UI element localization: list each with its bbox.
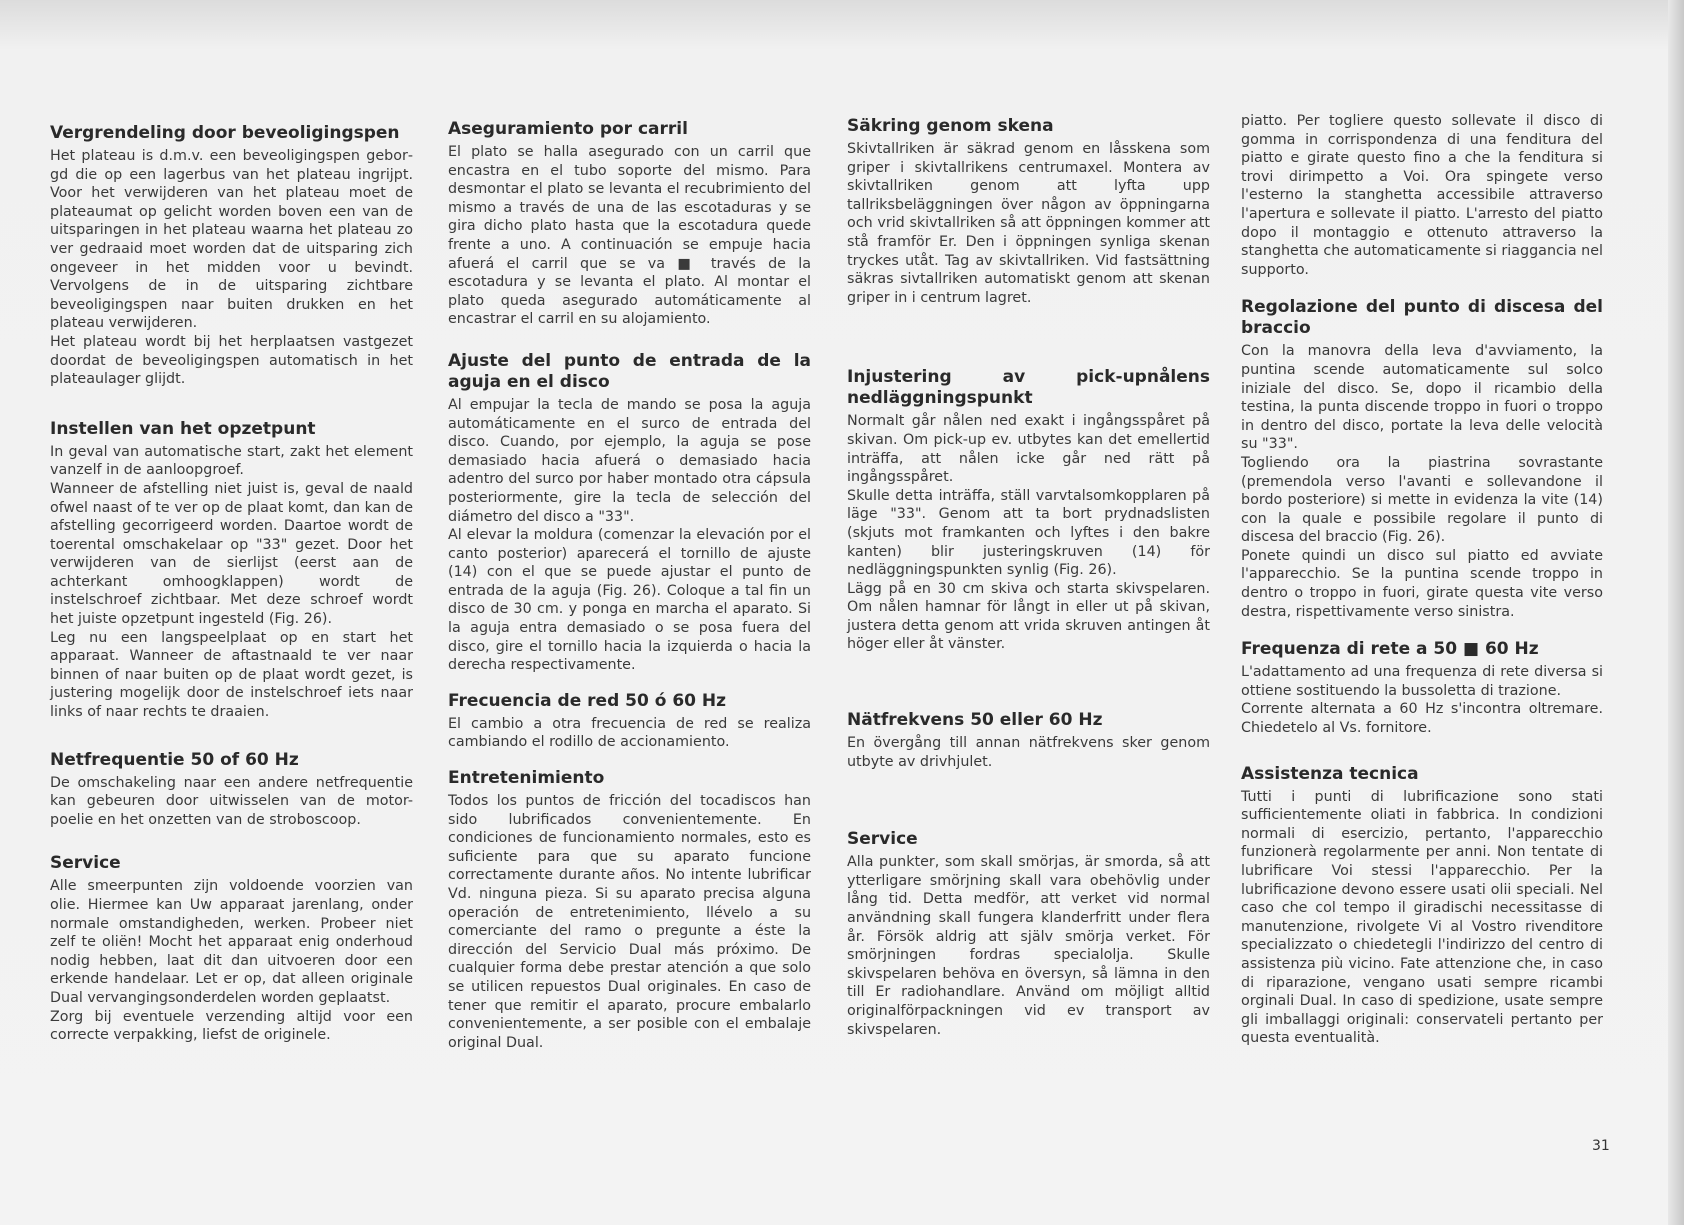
section [847,710,1210,771]
section [847,367,1210,654]
section [50,419,413,722]
section-heading: Instellen van het opzetpunt [50,418,316,439]
paragraph: El plato se halla asegurado con un carril que encastra en el tubo soporte del mismo. Para desmontar el plato se levanta el recubrimiento del mismo a través de una de las escotaduras y se gira dicho plato hasta que la escotadura quede frente a uno. A continuación se empuje hacia afuerá el carril que se va ■ través de la escotadura y se levanta el plato. Al montar el plato queda asegurado automáticamente al encastrar el carril en su alojamiento. [448,144,811,328]
section [448,351,811,675]
section-heading: Regolazione del punto di discesa del braccio [1241,297,1603,339]
paragraph: Alla punkter, som skall smörjas, är smorda, så att ytterligare smörjning skall vara obehövlig under lång tid. Detta medför, att verket vid normal användning skall fungera klanderfritt under flera år. Försök aldrig att själv smörja verket. För smörjningen fordras specialolja. Skulle skivspelaren behöva en översyn, så lämna in den till Er radiohandlare. Använd om möjligt alltid originalförpackningen vid ev transport av skivspelaren. [847,854,1210,1038]
paragraph: Alle smeerpunten zijn voldoende voorzien van olie. Hiermee kan Uw apparaat jarenlang, onder normale omstandigheden, werken. Probeer niet zelf te oliën! Mocht het apparaat enig onderhoud nodig hebben, laat dit dan uitvoeren door een erkende handelaar. Let er op, dat alleen originale Dual vervangingsonderdelen worden geplaatst. [50,878,413,1006]
section [448,768,811,1052]
section-heading: Service [50,853,121,874]
column-spanish [448,119,811,1052]
paragraph: Al empujar la tecla de mando se posa la aguja automáticamente en el surco de entrada del disco. Cuando, por ejemplo, la aguja se pose demasiado hacia afuerá o demasiado hacia adentro del surco por haber montado otra cápsula posteriormente, gire la tecla de selección del diámetro del disco a "33". [448,396,811,525]
section-heading: Ajuste del punto de entrada de la aguja en el disco [448,350,811,392]
paragraph: Skivtallriken är säkrad genom en låsskena som griper i skivtallrikens centrumaxel. Montera av skivtallriken genom att lyfta upp tallriksbeläggningen över någon av öppningarna och vrid skivtallriken så att öppningen kommer att stå framför Er. Den i öppningen synliga skenan tryckes utåt. Tag av skivtallriken. Vid fastsättning säkras sivtallriken automatiskt genom att skenan griper in i centrum lagret. [847,141,1210,306]
section [50,853,413,1044]
paragraph: Lägg på en 30 cm skiva och starta skivspelaren. Om nålen hamnar för långt in eller ut på skivan, justera detta genom att vrida skruven antingen åt höger eller åt vänster. [847,580,1210,653]
section [1241,297,1603,621]
section-heading: Aseguramiento por carril [448,119,688,139]
section-heading: Assistenza tecnica [1241,763,1419,784]
paragraph: Tutti i punti di lubrificazione sono stati sufficientemente oliati in fabbrica. In condizioni normali di esercizio, pertanto, l'apparecchio funzionerà regolarmente per anni. Non tentate di lubrificare Voi stessi l'apparecchio. Per la lubrificazione devono essere usati olii speciali. Nel caso che col tempo il giradischi necessitasse di manutenzione, rivolgete Vi al Vostro rivenditore specializzato o chiedetegli l'indirizzo del centro di assistenza più vicino. Fate attenzione che, in caso di riparazione, vengano usati sempre ricambi orginali Dual. In caso di spedizione, usate sempre gli imballaggi originali: conservateli pertanto per questa eventualità. [1241,788,1603,1047]
column-dutch [50,123,413,1045]
section-heading: Säkring genom skena [847,116,1054,136]
paragraph: Corrente alternata a 60 Hz s'incontra oltremare. Chiedetelo al Vs. fornitore. [1241,701,1603,737]
paragraph: Con la manovra della leva d'avviamento, la puntina scende automaticamente sul solco iniziale del disco. Se, dopo il ricambio della testina, la punta discende troppo in fuori o troppo in dentro del disco, portate la leva delle velocità su "33". [1241,343,1603,453]
section [1241,112,1603,279]
section-heading: Entretenimiento [448,768,605,789]
section [847,829,1210,1039]
paragraph: Leg nu een langspeelplaat op en start het apparaat. Wanneer de aftastnaald te ver naar binnen of naar buiten op de plaat wordt gezet, is justering mogelijk door de instelschroef iets naar links of naar rechts te draaien. [50,629,413,721]
section [1241,764,1603,1048]
paragraph: Het plateau wordt bij het herplaatsen vastgezet doordat de beveoligingspen automatisch in het plateaulager glijdt. [50,333,413,388]
section-heading: Injustering av pick-upnålens nedläggningspunkt [847,367,1210,409]
paragraph: Al elevar la moldura (comenzar la elevación por el canto posterior) aparecerá el tornillo de ajuste (14) con el que se puede ajustar el punto de entrada de la aguja (Fig. 26). Coloque a tal fin un disco de 30 cm. y ponga en marcha el aparato. Si la aguja entra demasiado o se posa fuera del disco, gire el tornillo hacia la izquierda o hacia la derecha respectivamente. [448,527,811,674]
paragraph: De omschakeling naar een andere netfrequentie kan gebeuren door uitwisselen van de motor-poelie en het onzetten van de stroboscoop. [50,774,413,828]
paragraph: Het plateau is d.m.v. een beveoligingspen geborgd die op een lagerbus van het plateau ingrijpt. Voor het verwijderen van het plateau moet de plateaumat op gelicht worden boven een van de uitsparingen in het plateau waarna het plateau zo ver gedraaid moet worden dat de uitsparing zich ongeveer in het midden voor u bevindt. Vervolgens de in de uitsparing zichtbare beveoligingspen naar buiten drukken en het plateau verwijderen. [50,148,413,332]
section [50,123,413,389]
section [448,691,811,752]
paragraph: Wanneer de afstelling niet juist is, geval de naald ofwel naast of te ver op de plaat komt, dan kan de afstelling gecorrigeerd worden. Daartoe wordt de toerental omschakelaar op "33" gezet. Door het verwijderen van de sierlijst (eerst aan de achterkant omhoogklappen) wordt de instelschroef zichtbaar. Met deze schroef wordt het juiste opzetpunt ingesteld (Fig. 26). [50,480,413,628]
paragraph: Skulle detta inträffa, ställ varvtalsomkopplaren på läge "33". Genom att ta bort prydnadslisten (skjuts mot framkanten och lyftes i den bakre kanten) blir justeringskruven (14) för nedläggningspunkten synlig (Fig. 26). [847,487,1210,579]
paragraph: Zorg bij eventuele verzending altijd voor een correcte verpakking, liefst de originele. [50,1008,413,1044]
section [50,750,413,830]
column-italian [1241,112,1603,1048]
paragraph: piatto. Per togliere questo sollevate il disco di gomma in corrispondenza di una fenditura del piatto e girate questo fino a che la fenditura si trovi dirimpetto a Voi. Ora spingete verso l'esterno la stanghetta accessibile attraverso l'apertura e sollevate il piatto. L'arresto del piatto dopo il montaggio e ottenuto attraverso la stanghetta che automaticamente si riaggancia nel supporto. [1241,113,1603,278]
paragraph: Normalt går nålen ned exakt i ingångsspåret på skivan. Om pick-up ev. utbytes kan det emellertid inträffa, att nålen icke går ned rätt på ingångsspåret. [847,413,1210,486]
page-binding-edge [1668,0,1684,1225]
paragraph: L'adattamento ad una frequenza di rete diversa si ottiene sostituendo la bussoletta di trazione. [1241,664,1603,699]
section [847,116,1210,307]
section-heading: Frecuencia de red 50 ó 60 Hz [448,690,727,711]
paragraph: In geval van automatische start, zakt het element vanzelf in de aanloopgroef. [50,443,413,479]
page-number: 31 [1592,1138,1610,1154]
section [1241,639,1603,737]
section-heading: Nätfrekvens 50 eller 60 Hz [847,710,1103,731]
section-heading: Vergrendeling door beveoligingspen [50,123,400,143]
paragraph: Ponete quindi un disco sul piatto ed avviate l'apparecchio. Se la puntina scende troppo in dentro o troppo in fuori, girate questa vite verso destra, rispettivamente verso sinistra. [1241,547,1603,620]
section-heading: Netfrequentie 50 of 60 Hz [50,749,299,770]
paragraph: El cambio a otra frecuencia de red se realiza cambiando el rodillo de accionamiento. [448,715,811,751]
paragraph: Todos los puntos de fricción del tocadiscos han sido lubrificados convenientemente. En condiciones de funcionamiento normales, esto es suficiente para que su aparato funcione correctamente durante años. No intente lubrificar Vd. ninguna pieza. Si su aparato precisa alguna operación de entretenimiento, llévelo a su comerciante del ramo o pregunte a éste la dirección del Servicio Dual más próximo. De cualquier forma debe prestar atención a que solo se utilicen repuestos Dual originales. En caso de tener que remitir el aparato, procure embalarlo convenientemente, a ser posible con el embalaje original Dual. [448,793,811,1051]
paragraph: Togliendo ora la piastrina sovrastante (premendola verso l'avanti e sollevandone il bordo posteriore) si mette in evidenza la vite (14) con la quale e possibile regolare il punto di discesa del braccio (Fig. 26). [1241,454,1603,546]
section [448,119,811,329]
paragraph: En övergång till annan nätfrekvens sker genom utbyte av drivhjulet. [847,735,1210,770]
section-heading: Frequenza di rete a 50 ■ 60 Hz [1241,639,1539,660]
section-heading: Service [847,829,918,850]
column-swedish [847,116,1210,1039]
